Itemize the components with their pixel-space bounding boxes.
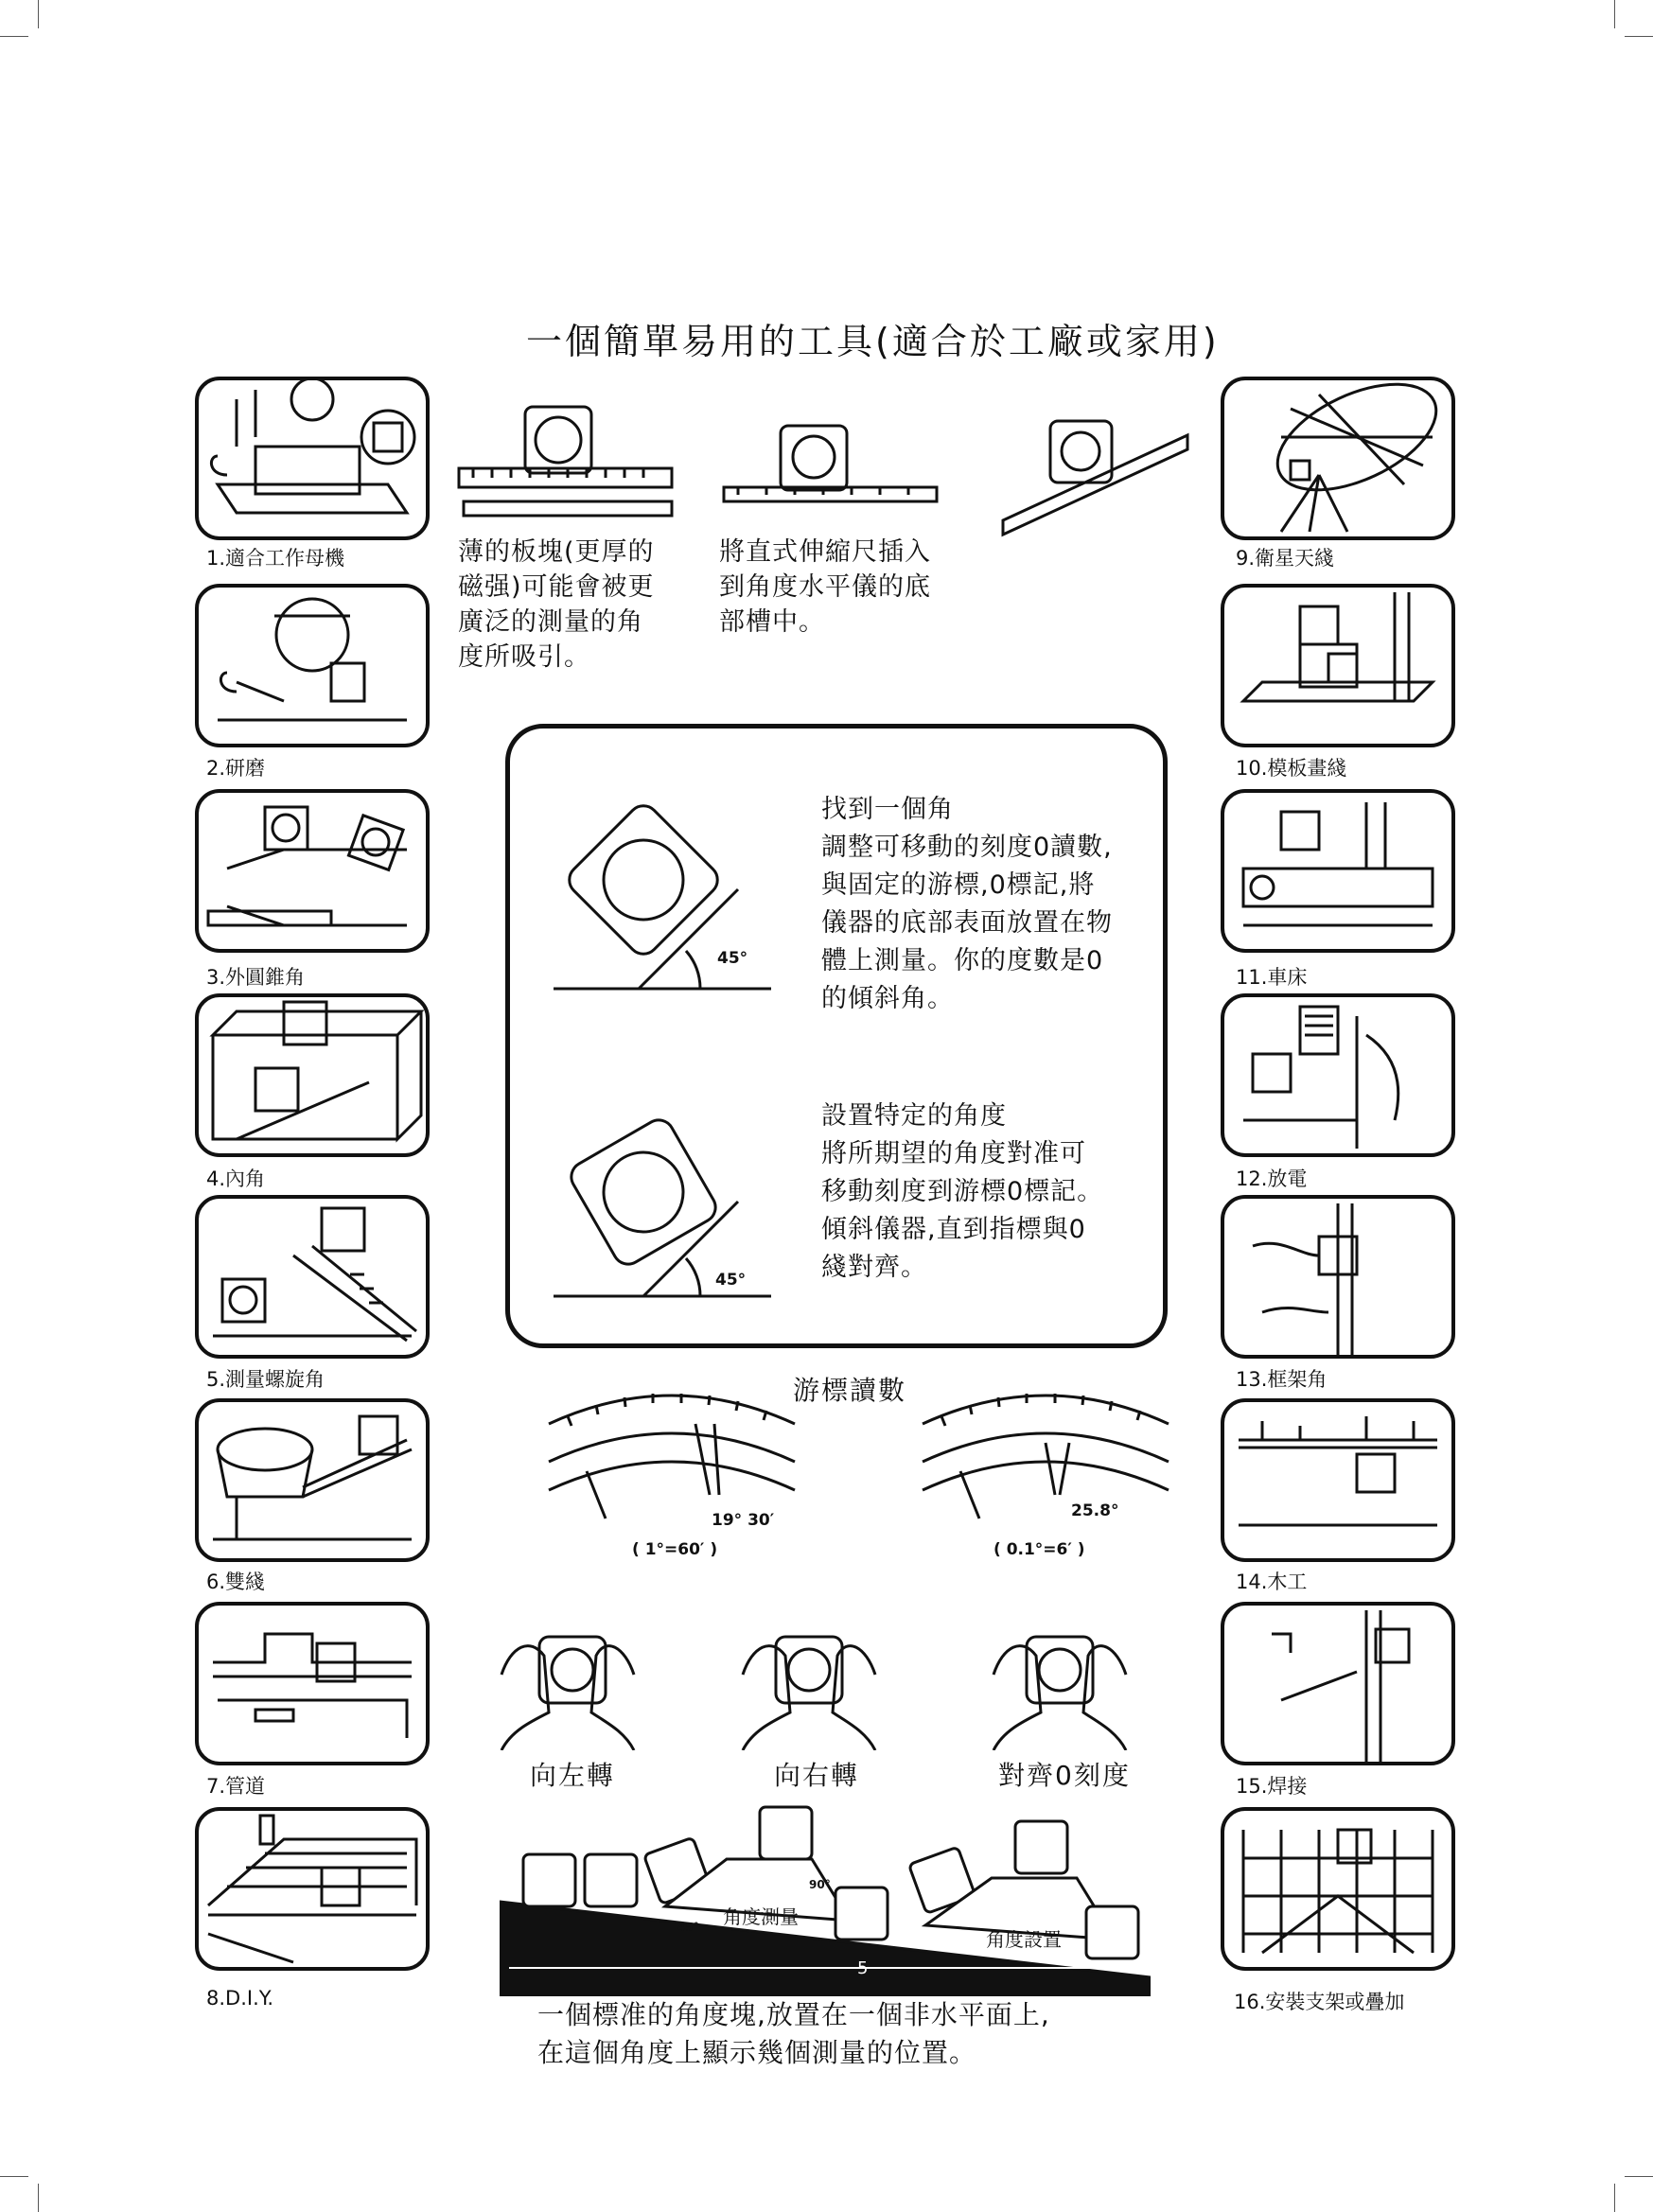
caption-9: 9.衛星天綫	[1236, 547, 1335, 570]
illustration-lathe	[1221, 789, 1455, 953]
label-turn-right: 向右轉	[774, 1760, 860, 1791]
illustration-ruler-insert	[719, 421, 946, 516]
illustration-woodwork	[1221, 1398, 1455, 1562]
text-set-angle: 設置特定的角度 將所期望的角度對准可 移動刻度到游標0標記。 傾斜儀器,直到指標與0 綫對齊。	[821, 1101, 1104, 1282]
caption-14: 14.木工	[1236, 1571, 1308, 1593]
label-angle-set: 角度設置	[986, 1928, 1062, 1951]
illustration-hands-right	[733, 1608, 885, 1750]
illustration-welding	[1221, 1602, 1455, 1765]
illustration-hands-zero	[984, 1608, 1135, 1750]
label-deg-45: 45°	[677, 1921, 699, 1934]
page-number: 5	[857, 1958, 869, 1978]
page-title: 一個簡單易用的工具(適合於工廠或家用)	[526, 321, 1220, 362]
illustration-double-thread	[195, 1398, 430, 1562]
caption-6: 6.雙綫	[206, 1571, 266, 1593]
crop-mark	[1614, 2184, 1615, 2212]
caption-1: 1.適合工作母機	[206, 547, 345, 570]
crop-mark	[38, 2184, 39, 2212]
illustration-edm	[1221, 993, 1455, 1157]
caption-4: 4.內角	[206, 1167, 266, 1190]
vernier-scale-decimal	[904, 1367, 1187, 1533]
bottom-caption: 一個標准的角度塊,放置在一個非水平面上, 在這個角度上顯示幾個測量的位置。	[537, 1999, 1050, 2068]
vernier-reading-2: 25.8°	[1071, 1501, 1119, 1520]
crop-mark	[1625, 2176, 1653, 2177]
angle-label-find: 45°	[717, 949, 748, 968]
vernier-scale-degrees	[530, 1367, 814, 1533]
illustration-thread-angle	[195, 1195, 430, 1359]
illustration-scaffolding	[1221, 1807, 1455, 1971]
label-align-zero: 對齊0刻度	[998, 1760, 1131, 1791]
illustration-satellite-dish	[1221, 377, 1455, 540]
caption-13: 13.框架角	[1236, 1368, 1328, 1391]
illustration-hands-left	[492, 1608, 643, 1750]
illustration-grinding	[195, 584, 430, 747]
crop-mark	[38, 0, 39, 28]
crop-mark	[1614, 0, 1615, 28]
caption-16: 16.安裝支架或疊加	[1234, 1991, 1405, 2013]
caption-3: 3.外圓錐角	[206, 966, 306, 989]
illustration-external-taper	[195, 789, 430, 953]
illustration-find-angle	[549, 795, 776, 1003]
vernier-note-1: ( 1°=60′ )	[632, 1540, 718, 1559]
caption-7: 7.管道	[206, 1775, 266, 1798]
illustration-pipe	[195, 1602, 430, 1765]
vernier-reading-1: 19° 30′	[712, 1511, 775, 1530]
illustration-internal-angle	[195, 993, 430, 1157]
illustration-angle-blocks	[500, 1802, 1151, 1996]
vernier-note-2: ( 0.1°=6′ )	[994, 1540, 1085, 1559]
caption-2: 2.研磨	[206, 757, 266, 780]
caption-10: 10.模板畫綫	[1236, 757, 1347, 780]
caption-12: 12.放電	[1236, 1167, 1308, 1190]
illustration-machine-tool	[195, 377, 430, 540]
vernier-title: 游標讀數	[793, 1375, 907, 1406]
text-find-angle: 找到一個角 調整可移動的刻度0讀數, 與固定的游標,0標記,將 儀器的底部表面放置在物 體上測量。你的度數是0 的傾斜角。	[821, 795, 1113, 1013]
note-ruler-insert: 將直式伸縮尺插入 到角度水平儀的底 部槽中。	[719, 537, 931, 637]
label-deg-90: 90°	[809, 1878, 831, 1891]
note-thin-plate: 薄的板塊(更厚的 磁强)可能會被更 廣泛的測量的角 度所吸引。	[458, 537, 655, 672]
caption-15: 15.焊接	[1236, 1775, 1308, 1798]
label-angle-measure: 角度測量	[723, 1905, 799, 1928]
caption-5: 5.測量螺旋角	[206, 1368, 325, 1391]
illustration-frame-angle	[1221, 1195, 1455, 1359]
crop-mark	[0, 2176, 28, 2177]
illustration-diy	[195, 1807, 430, 1971]
crop-mark	[0, 36, 28, 37]
illustration-template-marking	[1221, 584, 1455, 747]
label-turn-left: 向左轉	[530, 1760, 616, 1791]
caption-8: 8.D.I.Y.	[206, 1987, 273, 2010]
illustration-thin-plate	[454, 397, 681, 530]
angle-label-set: 45°	[715, 1271, 747, 1290]
caption-11: 11.車床	[1236, 966, 1308, 989]
crop-mark	[1625, 36, 1653, 37]
illustration-tilted-ruler	[994, 416, 1192, 539]
